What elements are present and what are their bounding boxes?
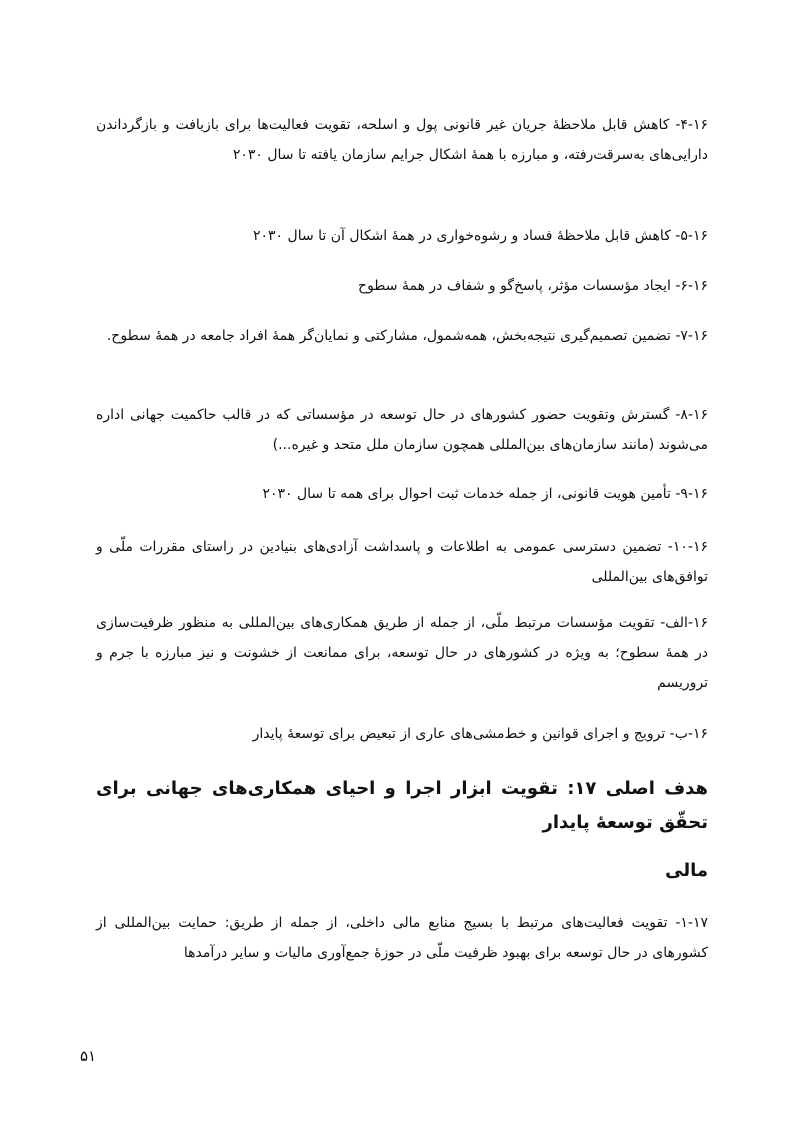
target-16-8-paragraph: ۸-۱۶- گسترش وتقویت حضور کشورهای در حال توسعه در مؤسساتی که در قالب حاکمیت جهانی اداره می‌شوند (مانند سازمان‌های بین‌المللی همچون سازمان ملل متحد و غیره...) — [96, 407, 708, 453]
target-16-10-paragraph: ۱۰-۱۶- تضمین دسترسی عمومی به اطلاعات و پاسداشت آزادی‌های بنیادین در راستای مقررات ملّی و توافق‌های بین‌المللی — [96, 539, 708, 585]
target-16-a-paragraph: ۱۶-الف- تقویت مؤسسات مرتبط ملّی، از جمله از طریق همکاری‌های بین‌المللی به منظور ظرفیت‌سازی در همهٔ سطوح؛ به ویژه در کشورهای در حال توسعه، برای ممانعت از خشونت و نیز مبارزه با جرم و تروریسم — [96, 615, 708, 691]
target-16-5-paragraph: ۵-۱۶- کاهش قابل ملاحظهٔ فساد و رشوه‌خواری در همهٔ اشکال آن تا سال ۲۰۳۰ — [253, 228, 708, 244]
target-16-6-paragraph: ۶-۱۶- ایجاد مؤسسات مؤثر، پاسخ‌گو و شفاف در همهٔ سطوح — [358, 278, 708, 294]
target-16-9-paragraph: ۹-۱۶- تأمین هویت قانونی، از جمله خدمات ثبت احوال برای همه تا سال ۲۰۳۰ — [262, 486, 708, 502]
target-16-b-paragraph: ۱۶-ب- ترویج و اجرای قوانین و خط‌مشی‌های عاری از تبعیض برای توسعهٔ پایدار — [252, 726, 708, 742]
target-17-1-paragraph: ۱-۱۷- تقویت فعالیت‌های مرتبط با بسیج منابع مالی داخلی، از جمله از طریق: حمایت بین‌المللی از کشورهای در حال توسعه برای بهبود ظرفیت ملّی در حوزهٔ جمع‌آوری مالیات و سایر درآمدها — [96, 915, 708, 961]
finance-section-heading: مالی — [665, 860, 708, 881]
goal-17-heading: هدف اصلی ۱۷: تقویت ابزار اجرا و احیای همکاری‌های جهانی برای تحقّق توسعهٔ پایدار — [96, 778, 708, 833]
target-16-4-paragraph: ۴-۱۶- کاهش قابل ملاحظهٔ جریان غیر قانونی پول و اسلحه، تقویت فعالیت‌ها برای بازیافت و بازگرداندن دارایی‌های به‌سرقت‌رفته، و مبارزه با همهٔ اشکال جرایم سازمان یافته تا سال ۲۰۳۰ — [96, 117, 708, 163]
page-number: ۵۱ — [80, 1047, 97, 1065]
target-16-7-paragraph: ۷-۱۶- تضمین تصمیم‌گیری نتیجه‌بخش، همه‌شمول، مشارکتی و نمایان‌گر همهٔ افراد جامعه در همهٔ سطوح. — [106, 328, 708, 344]
